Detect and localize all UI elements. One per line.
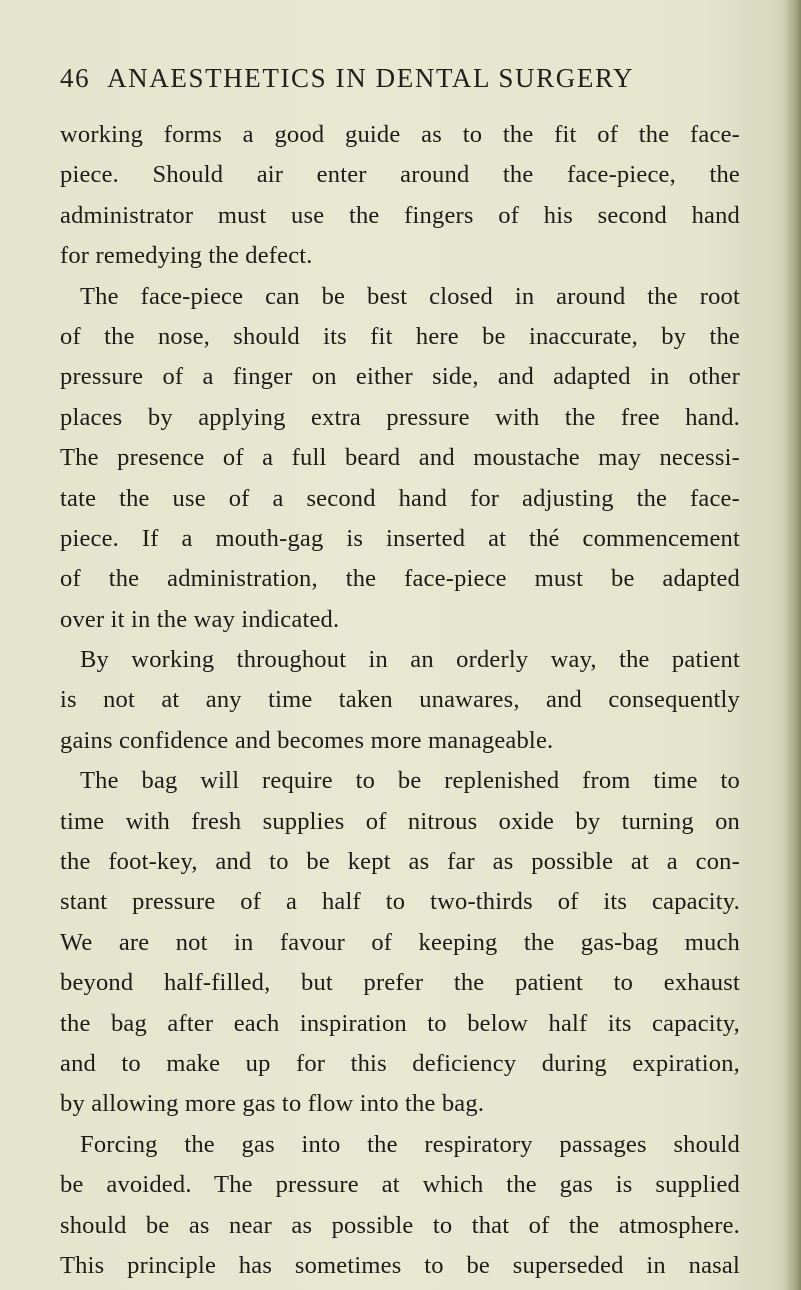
text-line: of the administration, the face-piece must be adapted — [60, 565, 740, 593]
text-line: and to make up for this deficiency during expiration, — [60, 1049, 740, 1077]
text-line: working forms a good guide as to the fit of the face- — [60, 121, 740, 148]
running-head — [60, 56, 740, 100]
text-line: time with fresh supplies of nitrous oxide by turning on — [60, 807, 740, 835]
text-line: the bag after each inspiration to below half its capacity, — [60, 1009, 740, 1037]
body-text — [60, 115, 740, 1286]
text-line: The bag will require to be replenished from time to — [80, 767, 740, 795]
text-line: stant pressure of a half to two-thirds of its capacity. — [60, 888, 740, 916]
text-line: the foot-key, and to be kept as far as possible at a con- — [60, 848, 740, 876]
text-line: over it in the way indicated. — [60, 605, 340, 633]
page-number: 46 — [60, 63, 91, 93]
text-line: is not at any time taken unawares, and consequently — [60, 686, 740, 714]
page-edge-shadow — [785, 0, 801, 1290]
text-line: be avoided. The pressure at which the gas is supplied — [60, 1171, 740, 1199]
text-line: The face-piece can be best closed in around the root — [80, 282, 740, 310]
text-line: places by applying extra pressure with the free hand. — [60, 403, 740, 431]
text-line: should be as near as possible to that of the atmosphere. — [60, 1211, 740, 1239]
text-line: The presence of a full beard and moustache may necessi- — [60, 444, 740, 472]
text-line: gains confidence and becomes more manageable. — [60, 726, 554, 754]
text-line: by allowing more gas to flow into the bag. — [60, 1090, 485, 1118]
text-line: administrator must use the fingers of his second hand — [60, 201, 740, 229]
text-line: piece. Should air enter around the face-piece, the — [60, 161, 740, 189]
text-line: By working throughout in an orderly way, the patient — [80, 646, 740, 674]
text-line: piece. If a mouth-gag is inserted at thé commencement — [60, 524, 740, 552]
text-line: of the nose, should its fit here be inaccurate, by the — [60, 322, 740, 350]
text-line: pressure of a finger on either side, and adapted in other — [60, 363, 740, 391]
text-line: Forcing the gas into the respiratory passages should — [80, 1130, 740, 1158]
text-line: tate the use of a second hand for adjusting the face- — [60, 484, 740, 512]
text-line: beyond half-filled, but prefer the patient to exhaust — [60, 969, 740, 997]
text-line: for remedying the defect. — [60, 242, 313, 270]
text-line: This principle has sometimes to be superseded in nasal — [60, 1251, 740, 1279]
running-title: ANAESTHETICS IN DENTAL SURGERY — [107, 63, 635, 93]
text-line: We are not in favour of keeping the gas-bag much — [60, 928, 740, 956]
